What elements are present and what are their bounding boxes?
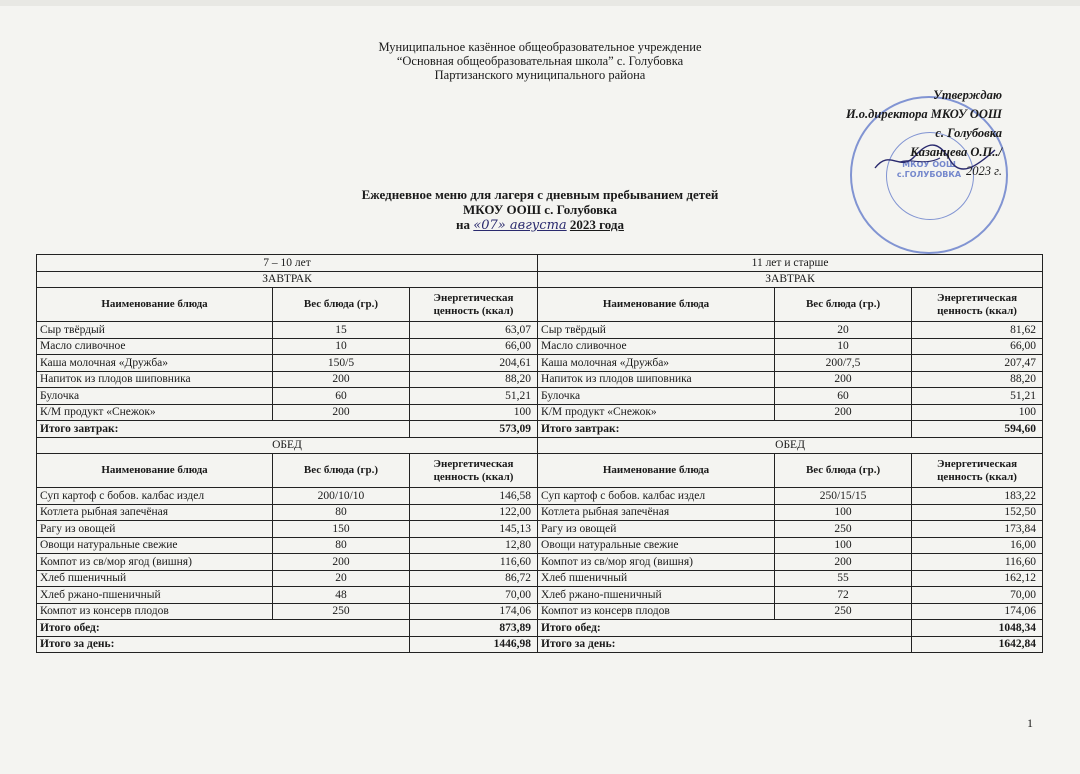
dish-energy-right: 70,00 bbox=[912, 587, 1043, 604]
col-name-header: Наименование блюда bbox=[37, 454, 273, 488]
dish-energy-right: 183,22 bbox=[912, 488, 1043, 505]
dish-row bbox=[37, 587, 1043, 604]
dish-energy-left: 70,00 bbox=[410, 587, 538, 604]
col-energy-header: Энергетическая ценность (ккал) bbox=[912, 288, 1043, 322]
dish-weight-left: 60 bbox=[273, 388, 410, 405]
title-line-1: Ежедневное меню для лагеря с дневным пребыванием детей bbox=[361, 187, 719, 202]
dish-name-left: Компот из св/мор ягод (вишня) bbox=[37, 554, 273, 571]
total-label: Итого за день: bbox=[37, 636, 410, 653]
dish-name-left: Котлета рыбная запечёная bbox=[37, 504, 273, 521]
breakfast-label-left: ЗАВТРАК bbox=[37, 271, 538, 288]
dish-name-right: Котлета рыбная запечёная bbox=[538, 504, 775, 521]
dish-row bbox=[37, 322, 1043, 339]
dish-energy-left: 86,72 bbox=[410, 570, 538, 587]
dish-row bbox=[37, 504, 1043, 521]
col-energy-header: Энергетическая ценность (ккал) bbox=[410, 288, 538, 322]
dish-name-left: Рагу из овощей bbox=[37, 521, 273, 538]
menu-table bbox=[36, 254, 1043, 653]
dish-weight-right: 250 bbox=[775, 603, 912, 620]
dish-name-right: Хлеб пшеничный bbox=[538, 570, 775, 587]
menu-title bbox=[0, 187, 1080, 233]
dish-weight-right: 200 bbox=[775, 404, 912, 421]
col-weight-header: Вес блюда (гр.) bbox=[273, 454, 410, 488]
dish-weight-right: 60 bbox=[775, 388, 912, 405]
column-header-row bbox=[37, 454, 1043, 488]
dish-name-right: Напиток из плодов шиповника bbox=[538, 371, 775, 388]
col-weight-header: Вес блюда (гр.) bbox=[273, 288, 410, 322]
approval-date: 2023 г. bbox=[966, 164, 1002, 178]
dish-row bbox=[37, 488, 1043, 505]
dish-name-right: Рагу из овощей bbox=[538, 521, 775, 538]
col-name-header: Наименование блюда bbox=[538, 454, 775, 488]
lunch-section-row bbox=[37, 437, 1043, 454]
lunch-label-left: ОБЕД bbox=[37, 437, 538, 454]
dish-energy-right: 66,00 bbox=[912, 338, 1043, 355]
dish-row bbox=[37, 338, 1043, 355]
dish-weight-left: 150/5 bbox=[273, 355, 410, 372]
dish-row bbox=[37, 371, 1043, 388]
school-header bbox=[0, 40, 1080, 82]
dish-weight-left: 48 bbox=[273, 587, 410, 604]
dish-energy-right: 174,06 bbox=[912, 603, 1043, 620]
dish-weight-left: 80 bbox=[273, 504, 410, 521]
breakfast-total-row bbox=[37, 421, 1043, 438]
dish-name-right: Масло сливочное bbox=[538, 338, 775, 355]
dish-name-right: Сыр твёрдый bbox=[538, 322, 775, 339]
page-number: 1 bbox=[1027, 716, 1033, 730]
dish-row bbox=[37, 537, 1043, 554]
approval-line-2: И.о.директора МКОУ ООШ bbox=[845, 107, 1002, 121]
approval-line-3: с. Голубовка bbox=[935, 126, 1002, 140]
dish-row bbox=[37, 404, 1043, 421]
dish-name-left: Напиток из плодов шиповника bbox=[37, 371, 273, 388]
dish-energy-left: 88,20 bbox=[410, 371, 538, 388]
dish-energy-right: 51,21 bbox=[912, 388, 1043, 405]
dish-energy-left: 100 bbox=[410, 404, 538, 421]
col-weight-header: Вес блюда (гр.) bbox=[775, 454, 912, 488]
dish-energy-left: 122,00 bbox=[410, 504, 538, 521]
total-label: Итого за день: bbox=[538, 636, 912, 653]
dish-weight-right: 55 bbox=[775, 570, 912, 587]
dish-weight-right: 250 bbox=[775, 521, 912, 538]
lunch-total-row bbox=[37, 620, 1043, 637]
age-group-left: 7 – 10 лет bbox=[37, 255, 538, 272]
dish-weight-right: 20 bbox=[775, 322, 912, 339]
stamp-center-text: МКОУ ООШ с.ГОЛУБОВКА bbox=[896, 160, 962, 179]
total-label: Итого завтрак: bbox=[37, 421, 410, 438]
dish-weight-left: 15 bbox=[273, 322, 410, 339]
dish-weight-left: 150 bbox=[273, 521, 410, 538]
dish-energy-left: 51,21 bbox=[410, 388, 538, 405]
dish-energy-left: 63,07 bbox=[410, 322, 538, 339]
page-top-edge bbox=[0, 0, 1080, 6]
dish-row bbox=[37, 603, 1043, 620]
dish-row bbox=[37, 554, 1043, 571]
dish-energy-right: 16,00 bbox=[912, 537, 1043, 554]
dish-energy-left: 146,58 bbox=[410, 488, 538, 505]
dish-weight-right: 100 bbox=[775, 504, 912, 521]
total-label: Итого обед: bbox=[37, 620, 410, 637]
dish-row bbox=[37, 570, 1043, 587]
dish-energy-right: 88,20 bbox=[912, 371, 1043, 388]
total-energy-left: 873,89 bbox=[410, 620, 538, 637]
total-energy-right: 1642,84 bbox=[912, 636, 1043, 653]
col-name-header: Наименование блюда bbox=[37, 288, 273, 322]
total-energy-right: 1048,34 bbox=[912, 620, 1043, 637]
dish-weight-right: 200 bbox=[775, 371, 912, 388]
day-total-row bbox=[37, 636, 1043, 653]
date-prefix: на bbox=[456, 217, 471, 232]
total-label: Итого обед: bbox=[538, 620, 912, 637]
dish-energy-right: 81,62 bbox=[912, 322, 1043, 339]
dish-name-left: Хлеб ржано-пшеничный bbox=[37, 587, 273, 604]
dish-energy-right: 173,84 bbox=[912, 521, 1043, 538]
dish-name-left: Каша молочная «Дружба» bbox=[37, 355, 273, 372]
dish-energy-right: 207,47 bbox=[912, 355, 1043, 372]
approval-line-1: Утверждаю bbox=[933, 88, 1002, 102]
dish-name-right: К/М продукт «Снежок» bbox=[538, 404, 775, 421]
header-line-3: Партизанского муниципального района bbox=[434, 68, 646, 82]
dish-weight-left: 200/10/10 bbox=[273, 488, 410, 505]
dish-weight-right: 200/7,5 bbox=[775, 355, 912, 372]
dish-energy-left: 116,60 bbox=[410, 554, 538, 571]
dish-energy-left: 145,13 bbox=[410, 521, 538, 538]
dish-weight-left: 200 bbox=[273, 404, 410, 421]
dish-energy-left: 174,06 bbox=[410, 603, 538, 620]
dish-weight-right: 100 bbox=[775, 537, 912, 554]
col-energy-header: Энергетическая ценность (ккал) bbox=[410, 454, 538, 488]
dish-energy-left: 66,00 bbox=[410, 338, 538, 355]
breakfast-label-right: ЗАВТРАК bbox=[538, 271, 1043, 288]
dish-row bbox=[37, 388, 1043, 405]
dish-energy-right: 162,12 bbox=[912, 570, 1043, 587]
title-line-2: МКОУ ООШ с. Голубовка bbox=[463, 202, 617, 217]
total-energy-left: 573,09 bbox=[410, 421, 538, 438]
dish-name-left: Компот из консерв плодов bbox=[37, 603, 273, 620]
dish-weight-left: 10 bbox=[273, 338, 410, 355]
dish-name-right: Каша молочная «Дружба» bbox=[538, 355, 775, 372]
col-energy-header: Энергетическая ценность (ккал) bbox=[912, 454, 1043, 488]
date-handwritten: «07» августа bbox=[473, 218, 567, 233]
dish-energy-right: 100 bbox=[912, 404, 1043, 421]
dish-name-left: Хлеб пшеничный bbox=[37, 570, 273, 587]
age-group-row bbox=[37, 255, 1043, 272]
total-energy-left: 1446,98 bbox=[410, 636, 538, 653]
dish-weight-right: 250/15/15 bbox=[775, 488, 912, 505]
dish-name-left: Масло сливочное bbox=[37, 338, 273, 355]
dish-weight-right: 200 bbox=[775, 554, 912, 571]
dish-weight-left: 200 bbox=[273, 371, 410, 388]
total-energy-right: 594,60 bbox=[912, 421, 1043, 438]
dish-name-left: Овощи натуральные свежие bbox=[37, 537, 273, 554]
col-weight-header: Вес блюда (гр.) bbox=[775, 288, 912, 322]
date-suffix: 2023 года bbox=[569, 217, 624, 232]
dish-weight-right: 72 bbox=[775, 587, 912, 604]
title-date-row bbox=[0, 217, 1080, 233]
dish-weight-left: 20 bbox=[273, 570, 410, 587]
column-header-row bbox=[37, 288, 1043, 322]
dish-name-right: Компот из св/мор ягод (вишня) bbox=[538, 554, 775, 571]
dish-row bbox=[37, 355, 1043, 372]
total-label: Итого завтрак: bbox=[538, 421, 912, 438]
dish-energy-left: 12,80 bbox=[410, 537, 538, 554]
dish-name-left: К/М продукт «Снежок» bbox=[37, 404, 273, 421]
lunch-label-right: ОБЕД bbox=[538, 437, 1043, 454]
dish-name-right: Булочка bbox=[538, 388, 775, 405]
dish-name-right: Суп картоф с бобов. калбас издел bbox=[538, 488, 775, 505]
dish-weight-right: 10 bbox=[775, 338, 912, 355]
dish-weight-left: 250 bbox=[273, 603, 410, 620]
header-line-1: Муниципальное казённое общеобразовательное учреждение bbox=[378, 40, 702, 54]
dish-name-left: Суп картоф с бобов. калбас издел bbox=[37, 488, 273, 505]
dish-name-left: Булочка bbox=[37, 388, 273, 405]
col-name-header: Наименование блюда bbox=[538, 288, 775, 322]
dish-name-right: Компот из консерв плодов bbox=[538, 603, 775, 620]
approval-line-4: Казанцева О.П../ bbox=[910, 145, 1002, 159]
dish-weight-left: 200 bbox=[273, 554, 410, 571]
dish-name-left: Сыр твёрдый bbox=[37, 322, 273, 339]
header-line-2: “Основная общеобразовательная школа” с. Голубовка bbox=[396, 54, 684, 68]
dish-energy-right: 152,50 bbox=[912, 504, 1043, 521]
breakfast-section-row bbox=[37, 271, 1043, 288]
dish-energy-left: 204,61 bbox=[410, 355, 538, 372]
dish-weight-left: 80 bbox=[273, 537, 410, 554]
age-group-right: 11 лет и старше bbox=[538, 255, 1043, 272]
dish-row bbox=[37, 521, 1043, 538]
dish-name-right: Хлеб ржано-пшеничный bbox=[538, 587, 775, 604]
dish-energy-right: 116,60 bbox=[912, 554, 1043, 571]
approval-block bbox=[846, 86, 1002, 181]
dish-name-right: Овощи натуральные свежие bbox=[538, 537, 775, 554]
